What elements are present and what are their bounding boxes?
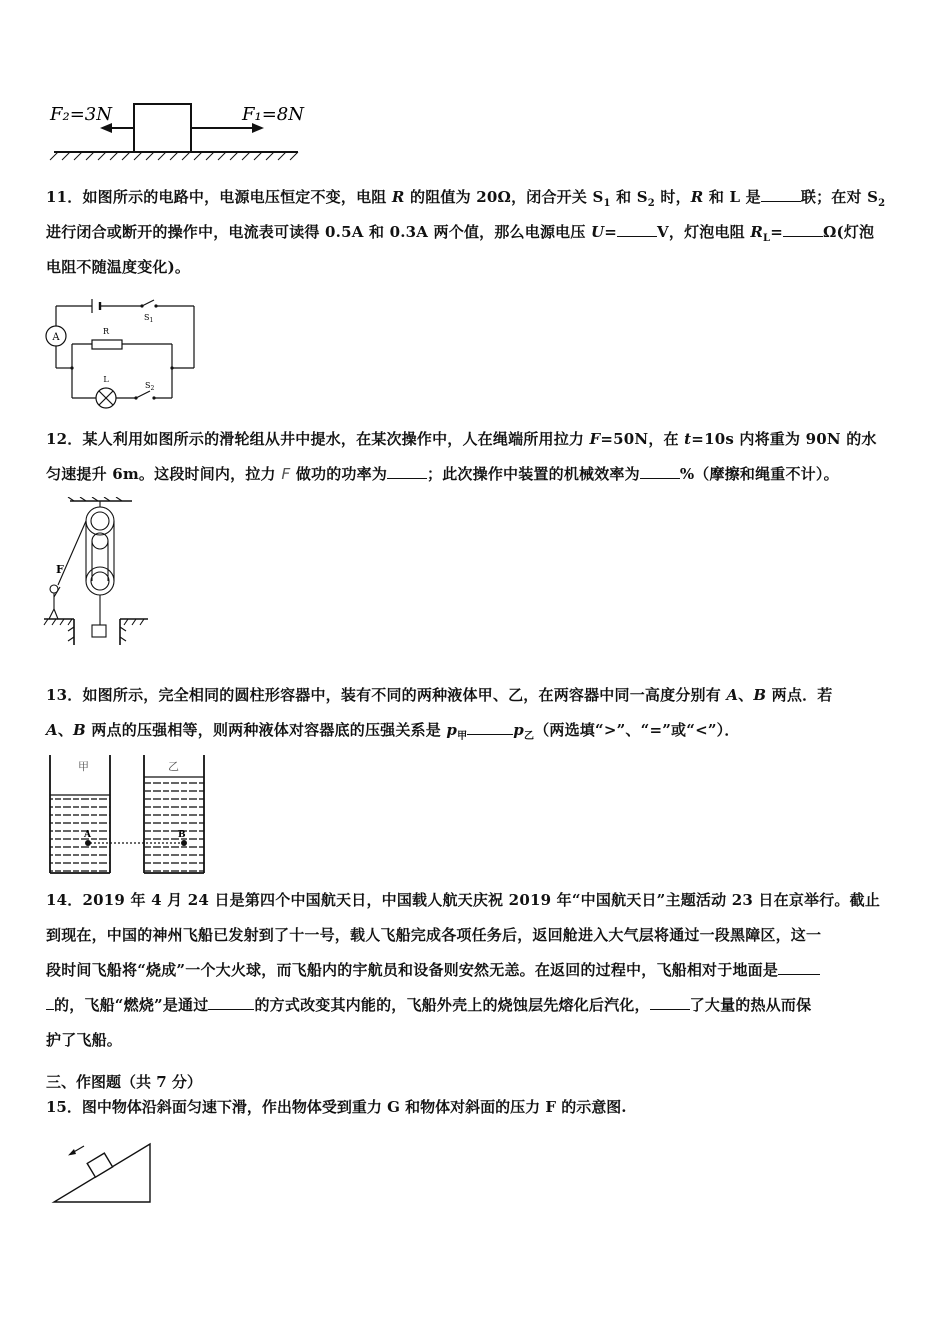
lamp-label: L — [103, 375, 109, 384]
answer-blank[interactable] — [467, 720, 513, 735]
pulley-diagram — [40, 497, 152, 649]
point-b-label: B — [178, 830, 186, 840]
answer-blank[interactable] — [650, 995, 690, 1010]
answer-blank[interactable] — [640, 464, 680, 479]
answer-blank[interactable] — [778, 960, 820, 975]
q11-number: 11． — [46, 188, 83, 206]
incline-diagram — [50, 1138, 154, 1208]
answer-blank[interactable] — [783, 222, 823, 237]
question-14: 14．2019 年 4 月 24 日是第四个中国航天日，中国载人航天庆祝 2019 年“中国航天日”主题活动 23 日在京举行。截止 到现在，中国的神州飞船已发射到了十一号，载人飞船完成各项任务后，返回舱进入大气层将通过一段黑障区，这一 段时间飞船将“烧成”一个大火球，而飞船内的宇航员和设备则安然无恙。在返回的过程中，飞船相对于地面是 的，飞船“燃烧”是通过 的方式改变其内能的，飞船外壳上的烧蚀层先熔化后汽化， 了大量的热从而保 护了飞船。 — [46, 891, 881, 1049]
ammeter-label: A — [52, 332, 60, 343]
q15-number: 15． — [46, 1098, 82, 1116]
block — [134, 104, 191, 152]
container-yi-label: 乙 — [168, 760, 179, 773]
containers-diagram — [44, 755, 212, 877]
q14-number: 14． — [46, 891, 83, 909]
point-a — [85, 840, 91, 846]
s1-label: $S_1$ — [144, 313, 154, 324]
question-15: 15．图中物体沿斜面匀速下滑，作出物体受到重力 G 和物体对斜面的压力 F 的示意图. — [46, 1098, 627, 1116]
point-a-label: A — [84, 830, 91, 840]
question-12: 12．某人利用如图所示的滑轮组从井中提水，在某次操作中，人在绳端所用拉力 F=50N，在 t=10s 内将重为 90N 的水 匀速提升 6m。这段时间内，拉力 F 做功的功率为 ；此次操作中装置的机械效率为 %（摩擦和绳重不计）。 — [46, 430, 877, 483]
point-b — [181, 840, 187, 846]
incline-block — [87, 1153, 112, 1177]
resistor-label: R — [102, 327, 110, 336]
q12-number: 12． — [46, 430, 83, 448]
f1-label: F₁=8N — [242, 104, 304, 125]
q13-number: 13． — [46, 686, 83, 704]
answer-blank[interactable] — [387, 464, 427, 479]
answer-blank[interactable] — [208, 995, 254, 1010]
section-3-title: 三、作图题（共 7 分） — [46, 1073, 202, 1091]
pulley-force-label: F — [56, 563, 64, 576]
question-11: 11．如图所示的电路中，电源电压恒定不变，电阻 R 的阻值为 20Ω，闭合开关 $S_1$ 和 $S_2$ 时，R 和 L 是 联；在对 $S_2$ 进行闭合或断开的操作中，电流表可读得 0.5A 和 0.3A 两个值，那么电源电压 U= V，灯泡电阻 $R_L= \Omega$(灯泡 电阻不随温度变化)。 — [46, 188, 886, 276]
f2-label: F₂=3N — [50, 104, 112, 125]
question-13: 13．如图所示，完全相同的圆柱形容器中，装有不同的两种液体甲、乙，在两容器中同一高度分别有 A、B 两点．若 A、B 两点的压强相等，则两种液体对容器底的压强关系是 $p_甲$ $p_乙$（两选填“>”、“=”或“<”）． — [46, 686, 833, 742]
answer-blank[interactable] — [761, 187, 801, 202]
s2-label: $S_2$ — [145, 381, 155, 392]
answer-blank[interactable] — [617, 222, 657, 237]
circuit-diagram — [44, 296, 200, 414]
force-diagram — [46, 92, 308, 162]
answer-blank[interactable] — [46, 995, 54, 1010]
container-jia-label: 甲 — [78, 760, 89, 773]
